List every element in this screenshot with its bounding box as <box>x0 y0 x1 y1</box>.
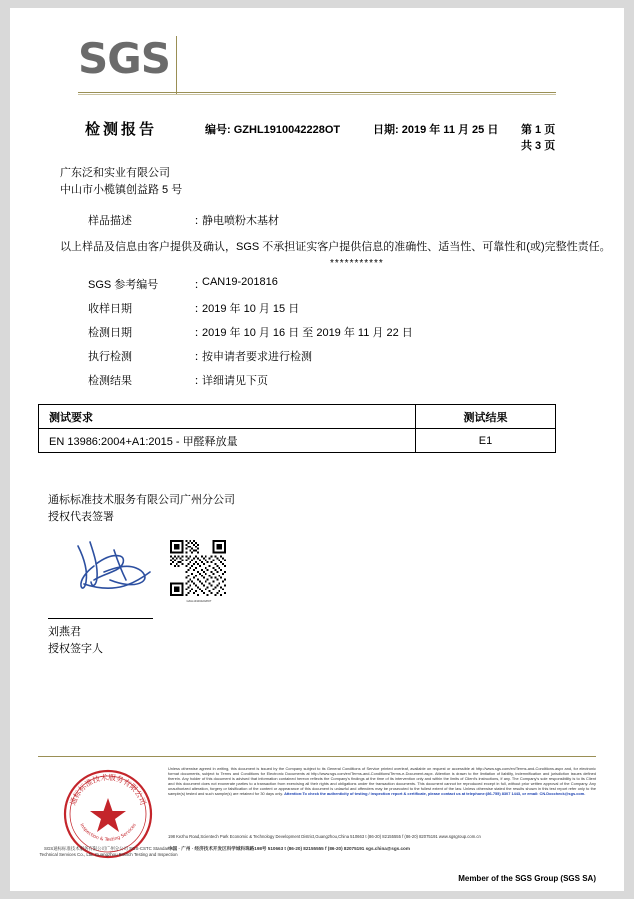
client-address <box>60 165 182 199</box>
field-value: 按申请者要求进行检测 <box>202 351 312 363</box>
field-label: 样品描述 <box>88 215 132 227</box>
table-header-row <box>39 405 555 429</box>
field-label: 收样日期 <box>88 303 132 315</box>
legal-body: Unless otherwise agreed in writing, this document is issued by the Company subject to its General Conditions of Service printed overleaf, available on request or accessible at http://www.sgs.com/en/Terms-and-Conditions.aspx and, for electronic format documents, subject to Terms and Conditions for Electronic Documents at http://www.sgs.com/en/Terms-and-Conditions/Terms-e-Document.aspx. Attention is drawn to the limitation of liability, indemnification and jurisdiction issues defined therein. Any holder of this document is advised that information contained hereon reflects the Company's findings at the time of its intervention only and within the limits of Client's instructions, if any. The Company's sole responsibility is to its Client and this document does not exonerate parties to a transaction from exercising all their rights and obligations under the transaction documents. This document cannot be reproduced except in full, without prior written approval of the Company. Any unauthorized alteration, forgery or falsification of the content or appearance of this document is unlawful and offenders may be prosecuted to the fullest extent of the law. Unless otherwise stated the results shown in this test report refer only to the sample(s) tested and such sample(s) are retained for 30 days only. <box>168 766 596 797</box>
field-colon: ： <box>194 327 205 339</box>
field-label: SGS 参考编号 <box>88 279 159 291</box>
footer-rule <box>38 756 596 757</box>
client-address-line2: 中山市小榄镇创益路 5 号 <box>60 184 183 196</box>
signer-block <box>48 624 103 658</box>
table-row <box>39 429 555 452</box>
svg-text:通标标准技术服务有限公司: 通标标准技术服务有限公司 <box>68 772 148 807</box>
field-colon: ： <box>194 215 205 227</box>
field-value: CAN19-201816 <box>202 276 278 288</box>
page-edge-left <box>0 0 10 899</box>
field-colon: ： <box>194 351 205 363</box>
field-label: 检测日期 <box>88 327 132 339</box>
handwritten-signature <box>70 536 160 606</box>
sample-disclaimer: 以上样品及信息由客户提供及确认，SGS 不承担证实客户提供信息的准确性、适当性、可靠性和(或)完整性责任。 <box>60 241 611 253</box>
report-header-row <box>78 118 564 152</box>
report-date: 日期: 2019 年 11 月 25 日 <box>373 124 499 136</box>
page-title: 检测报告 <box>85 121 158 138</box>
field-colon: ： <box>194 375 205 387</box>
field-value: 2019 年 10 月 15 日 <box>202 303 300 315</box>
cell-requirement: EN 13986:2004+A1:2015 - 甲醛释放量 <box>39 429 416 452</box>
column-header-requirement: 测试要求 <box>39 405 416 428</box>
field-colon: ： <box>194 279 205 291</box>
client-address-line1: 广东泛和实业有限公司 <box>60 167 170 179</box>
field-received-date <box>60 300 560 324</box>
page-edge-top <box>0 0 634 8</box>
field-test-result <box>60 372 560 396</box>
footer-address-en: 198 Kezhu Road,Scientech Park Economic & Technology Development District,Guangzhou,China 510663 t (86-20) 82155555 f (86-20) 82075191 www.sgsgroup.com.cn <box>168 834 481 839</box>
field-colon: ： <box>194 303 205 315</box>
signing-org-line2: 授权代表签署 <box>48 511 114 523</box>
signer-title: 授权签字人 <box>48 643 103 655</box>
qr-code <box>170 540 226 596</box>
field-label: 执行检测 <box>88 351 132 363</box>
stars-separator: *********** <box>330 258 384 269</box>
page-edge-bottom <box>0 891 634 899</box>
footer-address-cn: 中国 · 广州 · 经济技术开发区科学城科珠路198号 510663 t (86-20) 82155555 f (86-20) 82075191 sgs.china@sgs.com <box>168 846 410 851</box>
page-edge-right <box>624 0 634 899</box>
results-table <box>38 404 556 453</box>
legal-terms <box>168 766 596 797</box>
field-value: 静电喷粉木基材 <box>202 215 279 227</box>
field-test-performed <box>60 348 560 372</box>
header-rule-secondary <box>78 94 556 95</box>
report-number: 编号: GZHL1910042228OT <box>205 124 341 136</box>
member-note: Member of the SGS Group (SGS SA) <box>458 874 596 883</box>
field-list <box>60 212 611 396</box>
column-header-result: 测试结果 <box>463 411 508 424</box>
field-sample-description <box>60 212 611 269</box>
sgs-logo <box>78 36 178 91</box>
signer-name: 刘燕君 <box>48 626 81 638</box>
field-label: 检测结果 <box>88 375 132 387</box>
signature-line <box>48 618 153 619</box>
header-rule <box>78 92 556 93</box>
legal-attention: Attention:To check the authenticity of testing / inspection report & certificate, please contact us at telephone:(86-755) 8307 1443, or email: CN.Doccheck@sgs.com. <box>284 791 586 797</box>
field-sgs-ref <box>60 276 560 300</box>
stamp-caption: SGS通标标准技术服务有限公司广州分公司 SGS-CSTC Standards Technical Services Co., Ltd. Guangzhou Branch Testing and Inspection <box>39 846 178 857</box>
field-value: 详细请见下页 <box>202 375 268 387</box>
sgs-logo-text: SGS <box>78 34 170 83</box>
svg-text:Inspection & Testing Services: Inspection & Testing Services <box>78 822 138 843</box>
page-number: 第 1 页 共 3 页 <box>521 124 556 152</box>
field-value: 2019 年 10 月 16 日 至 2019 年 11 月 22 日 <box>202 327 413 339</box>
signing-org-line1: 通标标准技术服务有限公司广州分公司 <box>48 494 235 506</box>
field-test-date <box>60 324 560 348</box>
signing-organization <box>48 492 235 526</box>
logo-divider <box>176 36 177 94</box>
cell-result: E1 <box>478 434 493 447</box>
qr-caption: GZHL1910042228OT <box>186 600 212 603</box>
